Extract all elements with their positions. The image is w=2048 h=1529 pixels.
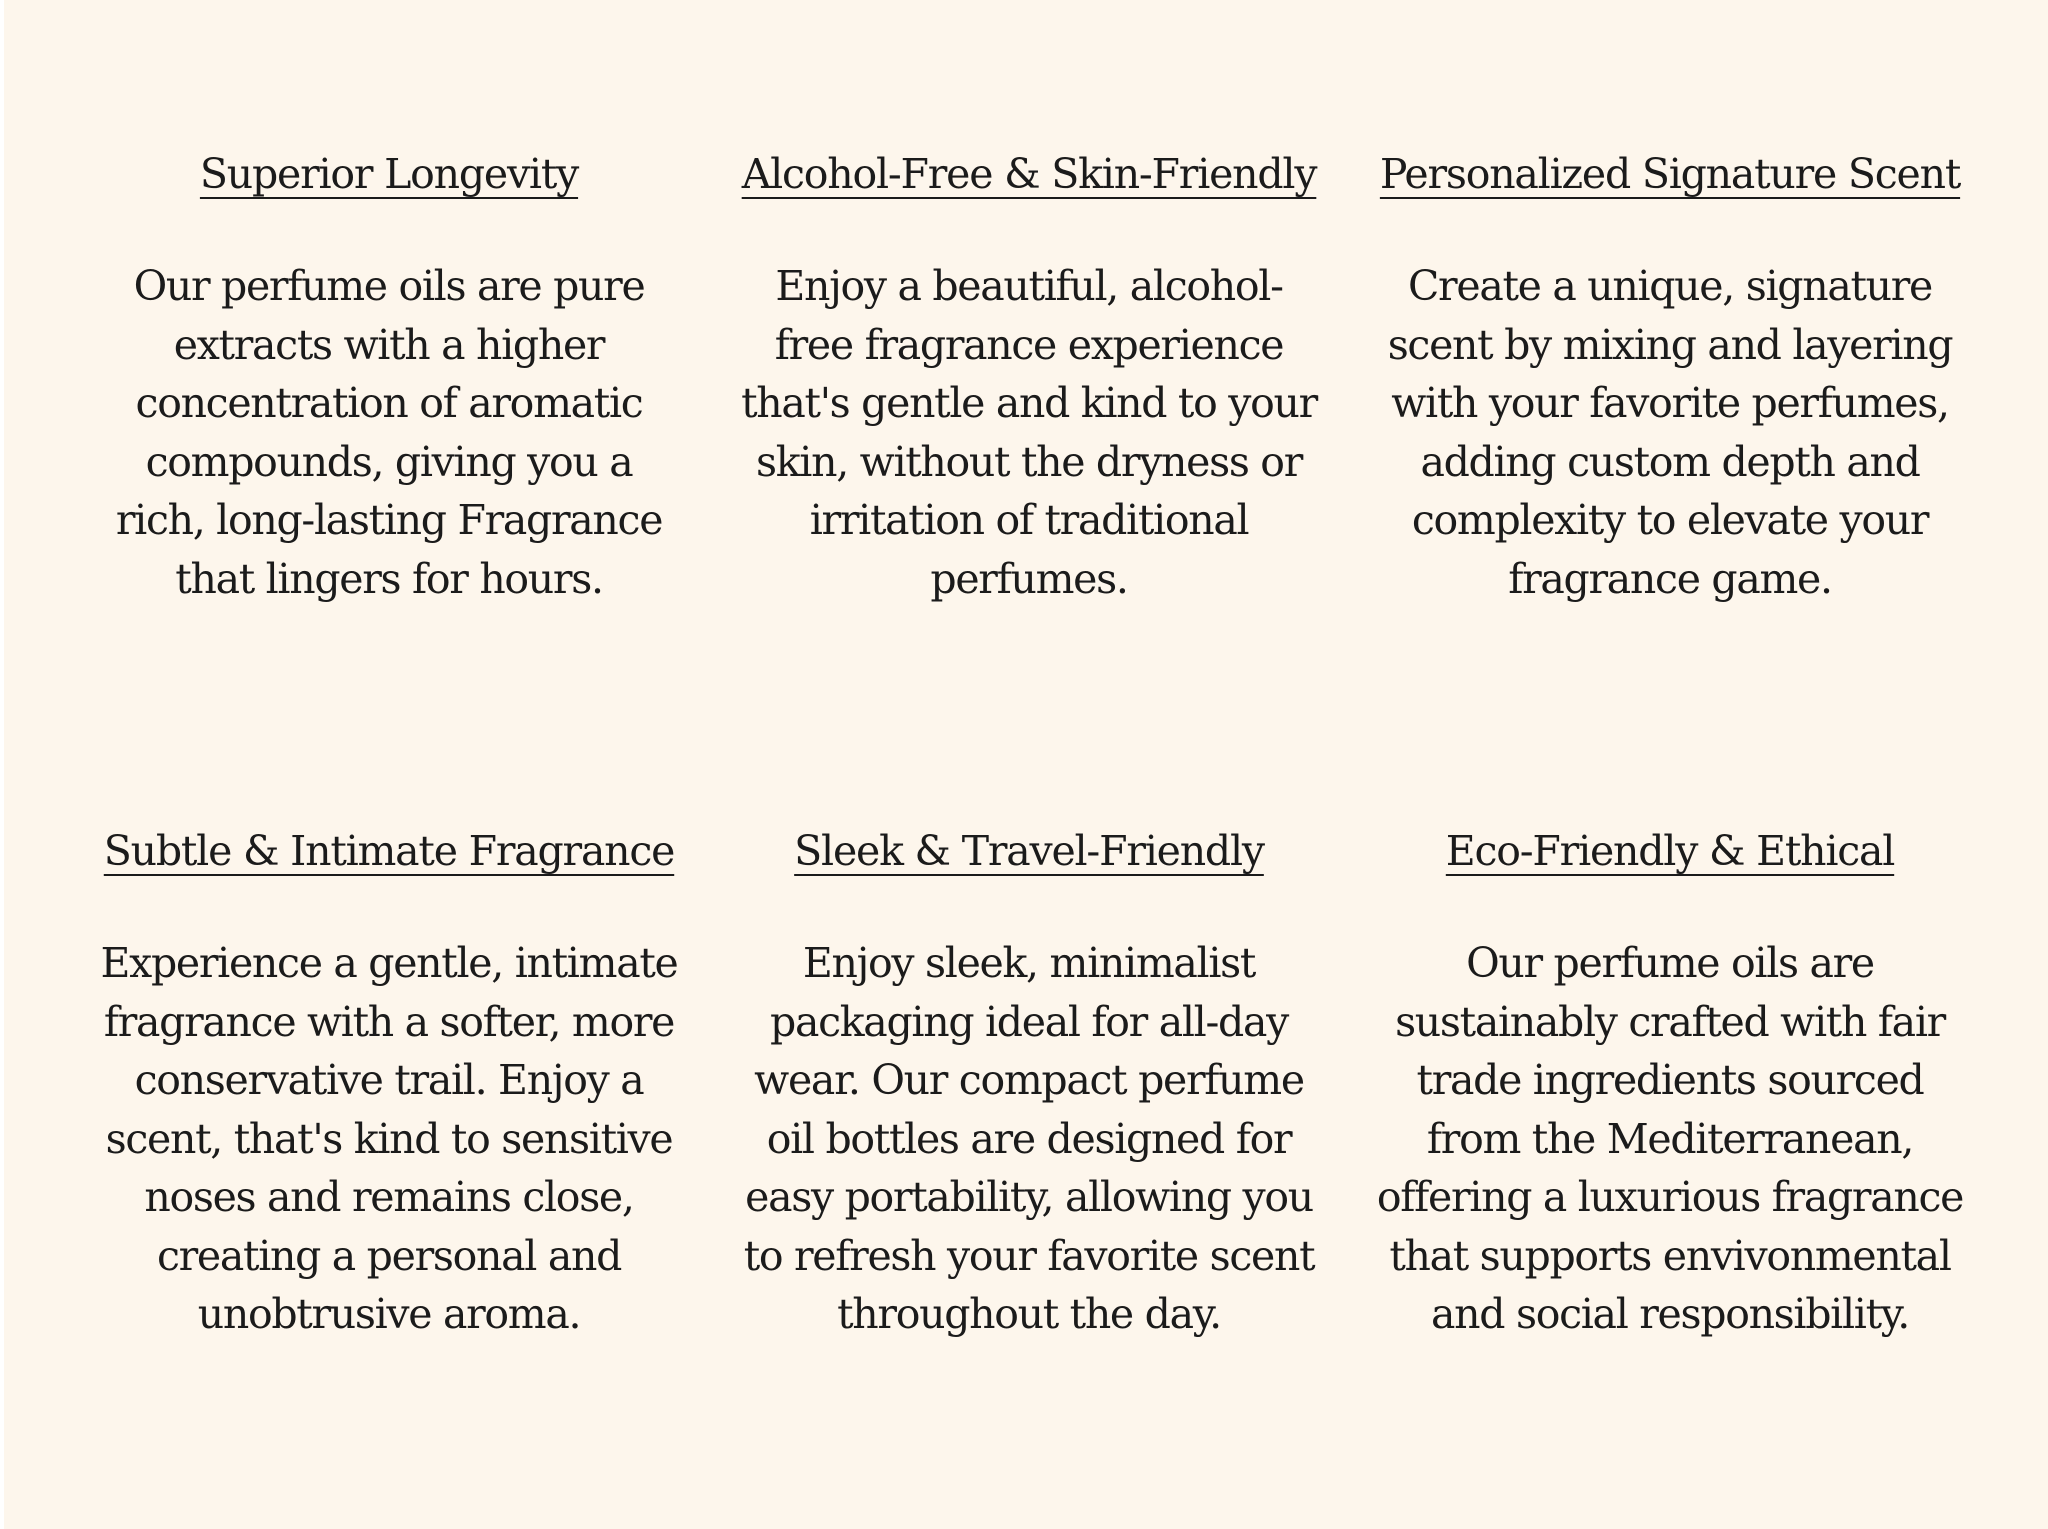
feature-title: Sleek & Travel-Friendly — [794, 827, 1264, 875]
feature-description-line: fragrance with a softer, more — [103, 997, 675, 1046]
feature-description — [69, 257, 709, 608]
feature-description-line: oil bottles are designed for — [766, 1114, 1292, 1163]
feature-description-line: scent by mixing and layering — [1387, 320, 1953, 369]
feature-title: Personalized Signature Scent — [1379, 150, 1961, 198]
features-section — [4, 0, 2044, 1529]
feature-description-line: compounds, giving you a — [145, 437, 633, 486]
feature-card-superior-longevity — [69, 147, 709, 608]
feature-description-line: Enjoy a beautiful, alcohol- — [775, 262, 1283, 310]
feature-description-line: easy portability, allowing you — [745, 1173, 1313, 1221]
feature-description-line: Create a unique, signature — [1407, 262, 1933, 310]
feature-description-line: trade ingredients sourced — [1416, 1056, 1924, 1104]
feature-description-line: to refresh your favorite scent — [743, 1231, 1315, 1280]
feature-description-line: packaging ideal for all-day — [770, 997, 1288, 1046]
feature-description-line: Our perfume oils are — [1466, 939, 1874, 987]
feature-description-line: Enjoy sleek, minimalist — [802, 939, 1256, 987]
feature-description-line: fragrance game. — [1508, 554, 1832, 603]
feature-description-line: and social responsibility. — [1431, 1290, 1909, 1338]
feature-title: Subtle & Intimate Fragrance — [103, 827, 675, 875]
feature-description-line: that supports envivonmental — [1389, 1231, 1951, 1280]
feature-description-line: conservative trail. Enjoy a — [134, 1056, 644, 1104]
feature-card-subtle-intimate — [69, 824, 709, 1344]
feature-description-line: adding custom depth and — [1420, 437, 1920, 486]
feature-description — [1350, 934, 1990, 1344]
feature-description-line: from the Mediterranean, — [1426, 1114, 1914, 1163]
feature-description-line: wear. Our compact perfume — [754, 1056, 1304, 1104]
feature-description-line: Experience a gentle, intimate — [100, 939, 678, 987]
feature-description-line: rich, long-lasting Fragrance — [115, 496, 663, 544]
feature-description-line: Our perfume oils are pure — [133, 262, 645, 310]
feature-description-line: unobtrusive aroma. — [197, 1290, 581, 1338]
feature-description-line: perfumes. — [930, 554, 1128, 603]
feature-card-alcohol-free — [709, 147, 1349, 608]
feature-description-line: scent, that's kind to sensitive — [105, 1114, 673, 1163]
feature-description-line: concentration of aromatic — [135, 379, 643, 427]
feature-description-line: with your favorite perfumes, — [1391, 379, 1949, 427]
feature-card-eco-friendly — [1350, 824, 1990, 1344]
feature-description — [709, 257, 1349, 608]
feature-title: Eco-Friendly & Ethical — [1445, 827, 1895, 875]
feature-description-line: complexity to elevate your — [1411, 496, 1929, 544]
feature-description-line: throughout the day. — [837, 1290, 1221, 1338]
feature-description-line: irritation of traditional — [809, 496, 1249, 544]
feature-description — [69, 934, 709, 1344]
feature-description-line: sustainably crafted with fair — [1395, 997, 1945, 1046]
feature-description — [1350, 257, 1990, 608]
feature-title: Superior Longevity — [199, 150, 579, 198]
feature-description-line: that's gentle and kind to your — [741, 379, 1317, 427]
feature-description-line: skin, without the dryness or — [755, 437, 1302, 486]
feature-card-travel-friendly — [709, 824, 1349, 1344]
feature-description-line: that lingers for hours. — [175, 554, 603, 603]
feature-title: Alcohol-Free & Skin-Friendly — [741, 150, 1317, 198]
feature-description-line: extracts with a higher — [173, 320, 605, 369]
feature-description-line: creating a personal and — [156, 1231, 622, 1280]
feature-card-signature-scent — [1350, 147, 1990, 608]
feature-description-line: free fragrance experience — [774, 320, 1284, 369]
feature-description-line: offering a luxurious fragrance — [1376, 1173, 1964, 1221]
feature-description — [709, 934, 1349, 1344]
feature-description-line: noses and remains close, — [144, 1173, 634, 1221]
